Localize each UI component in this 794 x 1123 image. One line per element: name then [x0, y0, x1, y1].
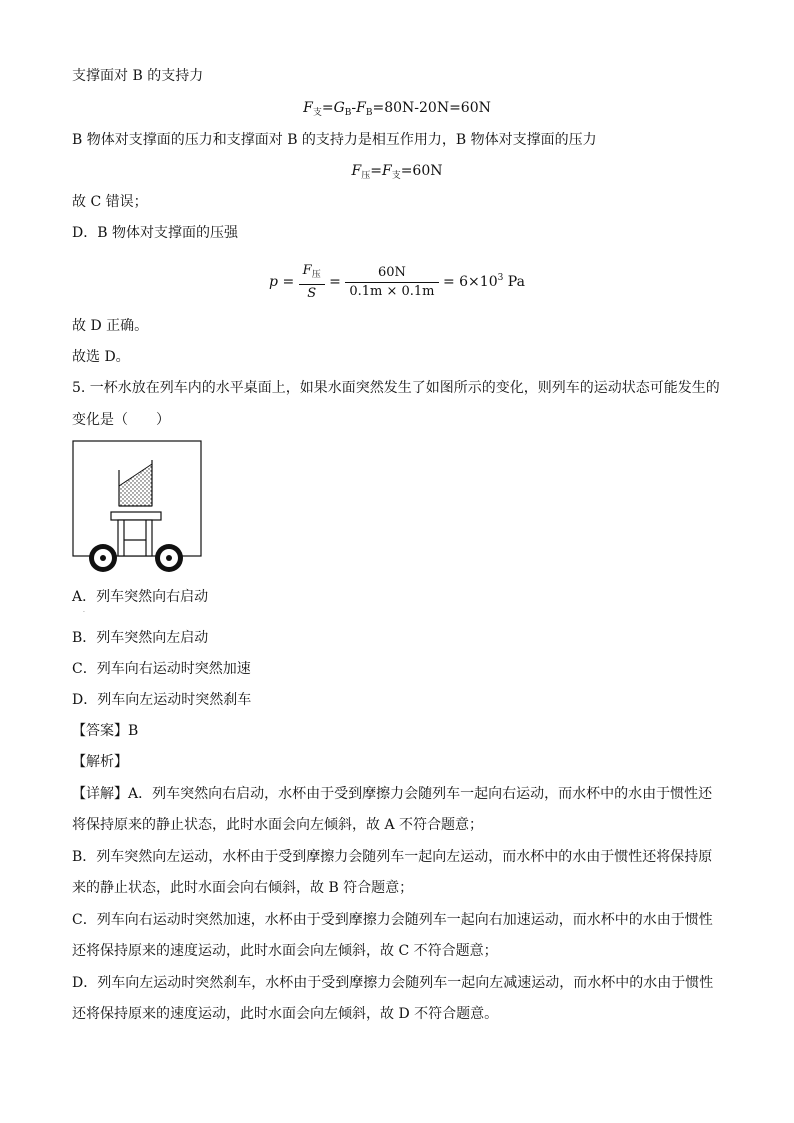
- d-pressure-text: D．B 物体对支撑面的压强: [72, 225, 238, 241]
- answer-value: B: [128, 723, 139, 739]
- option-c[interactable]: C．列车向右运动时突然加速: [72, 661, 251, 677]
- d-correct-text: 故 D 正确。: [72, 318, 149, 334]
- explanation-line: 还将保持原来的速度运动，此时水面会向左倾斜，故 C 不符合题意；: [72, 943, 498, 959]
- answer-line: [72, 721, 138, 741]
- question-text-line2: 变化是（ ）: [72, 412, 170, 428]
- left-wheel: [89, 544, 117, 572]
- equation-support-force: $F_支=G_B-F_B=80N-20N=60N$: [303, 100, 491, 118]
- fraction-values: $\frac{60N}{0.1m \times 0.1m}$: [345, 264, 438, 301]
- train-cup-figure: [72, 440, 204, 576]
- equation-pressure: p = $\frac{F_压}{S}$ = $\frac{60N}{0.1m \times 0.1m}$ = $6\times 10^3$ Pa: [269, 262, 525, 301]
- question-text-line1: 5. 一杯水放在列车内的水平桌面上，如果水面突然发生了如图所示的变化，则列车的运动状态可能发生的: [72, 380, 720, 396]
- table-legs: [118, 520, 152, 556]
- support-force-heading: 支撑面对 B 的支持力: [72, 68, 204, 84]
- explanation-line: B．列车突然向左运动，水杯由于受到摩擦力会随列车一起向左运动，而水杯中的水由于惯性还将保持原: [72, 849, 713, 865]
- explanation-line: C．列车向右运动时突然加速，水杯由于受到摩擦力会随列车一起向右加速运动，而水杯中的水由于惯性: [72, 912, 713, 928]
- explanation-line: 将保持原来的静止状态，此时水面会向左倾斜，故 A 不符合题意；: [72, 817, 484, 833]
- answer-label: 【答案】: [72, 723, 128, 739]
- explanation-line: 【详解】A．列车突然向右启动，水杯由于受到摩擦力会随列车一起向右运动，而水杯中的水由于惯性还: [72, 786, 713, 802]
- explanation-line: D．列车向左运动时突然刹车，水杯由于受到摩擦力会随列车一起向左减速运动，而水杯中的水由于惯性: [72, 975, 714, 991]
- right-wheel: [155, 544, 183, 572]
- explanation-line: 来的静止状态，此时水面会向右倾斜，故 B 符合题意；: [72, 880, 414, 896]
- interaction-force-text: B 物体对支撑面的压力和支撑面对 B 的支持力是相互作用力，B 物体对支撑面的压力: [72, 132, 597, 148]
- stray-mark: ·: [83, 609, 85, 616]
- fraction-force-over-area: $\frac{F_压}{S}$: [299, 262, 325, 303]
- c-wrong-text: 故 C 错误；: [72, 194, 148, 210]
- choose-d-text: 故选 D。: [72, 349, 130, 365]
- option-d[interactable]: D．列车向左运动时突然刹车: [72, 692, 252, 708]
- table-top: [111, 512, 161, 520]
- explanation-line: 还将保持原来的速度运动，此时水面会向左倾斜，故 D 不符合题意。: [72, 1006, 499, 1022]
- option-b[interactable]: B．列车突然向左启动: [72, 630, 209, 646]
- tilted-water: [119, 464, 152, 506]
- equation-pressure-force: $F_压=F_支=60N$: [351, 163, 443, 181]
- analysis-label: 【解析】: [72, 754, 128, 770]
- option-a[interactable]: A．列车突然向右启动: [72, 589, 209, 605]
